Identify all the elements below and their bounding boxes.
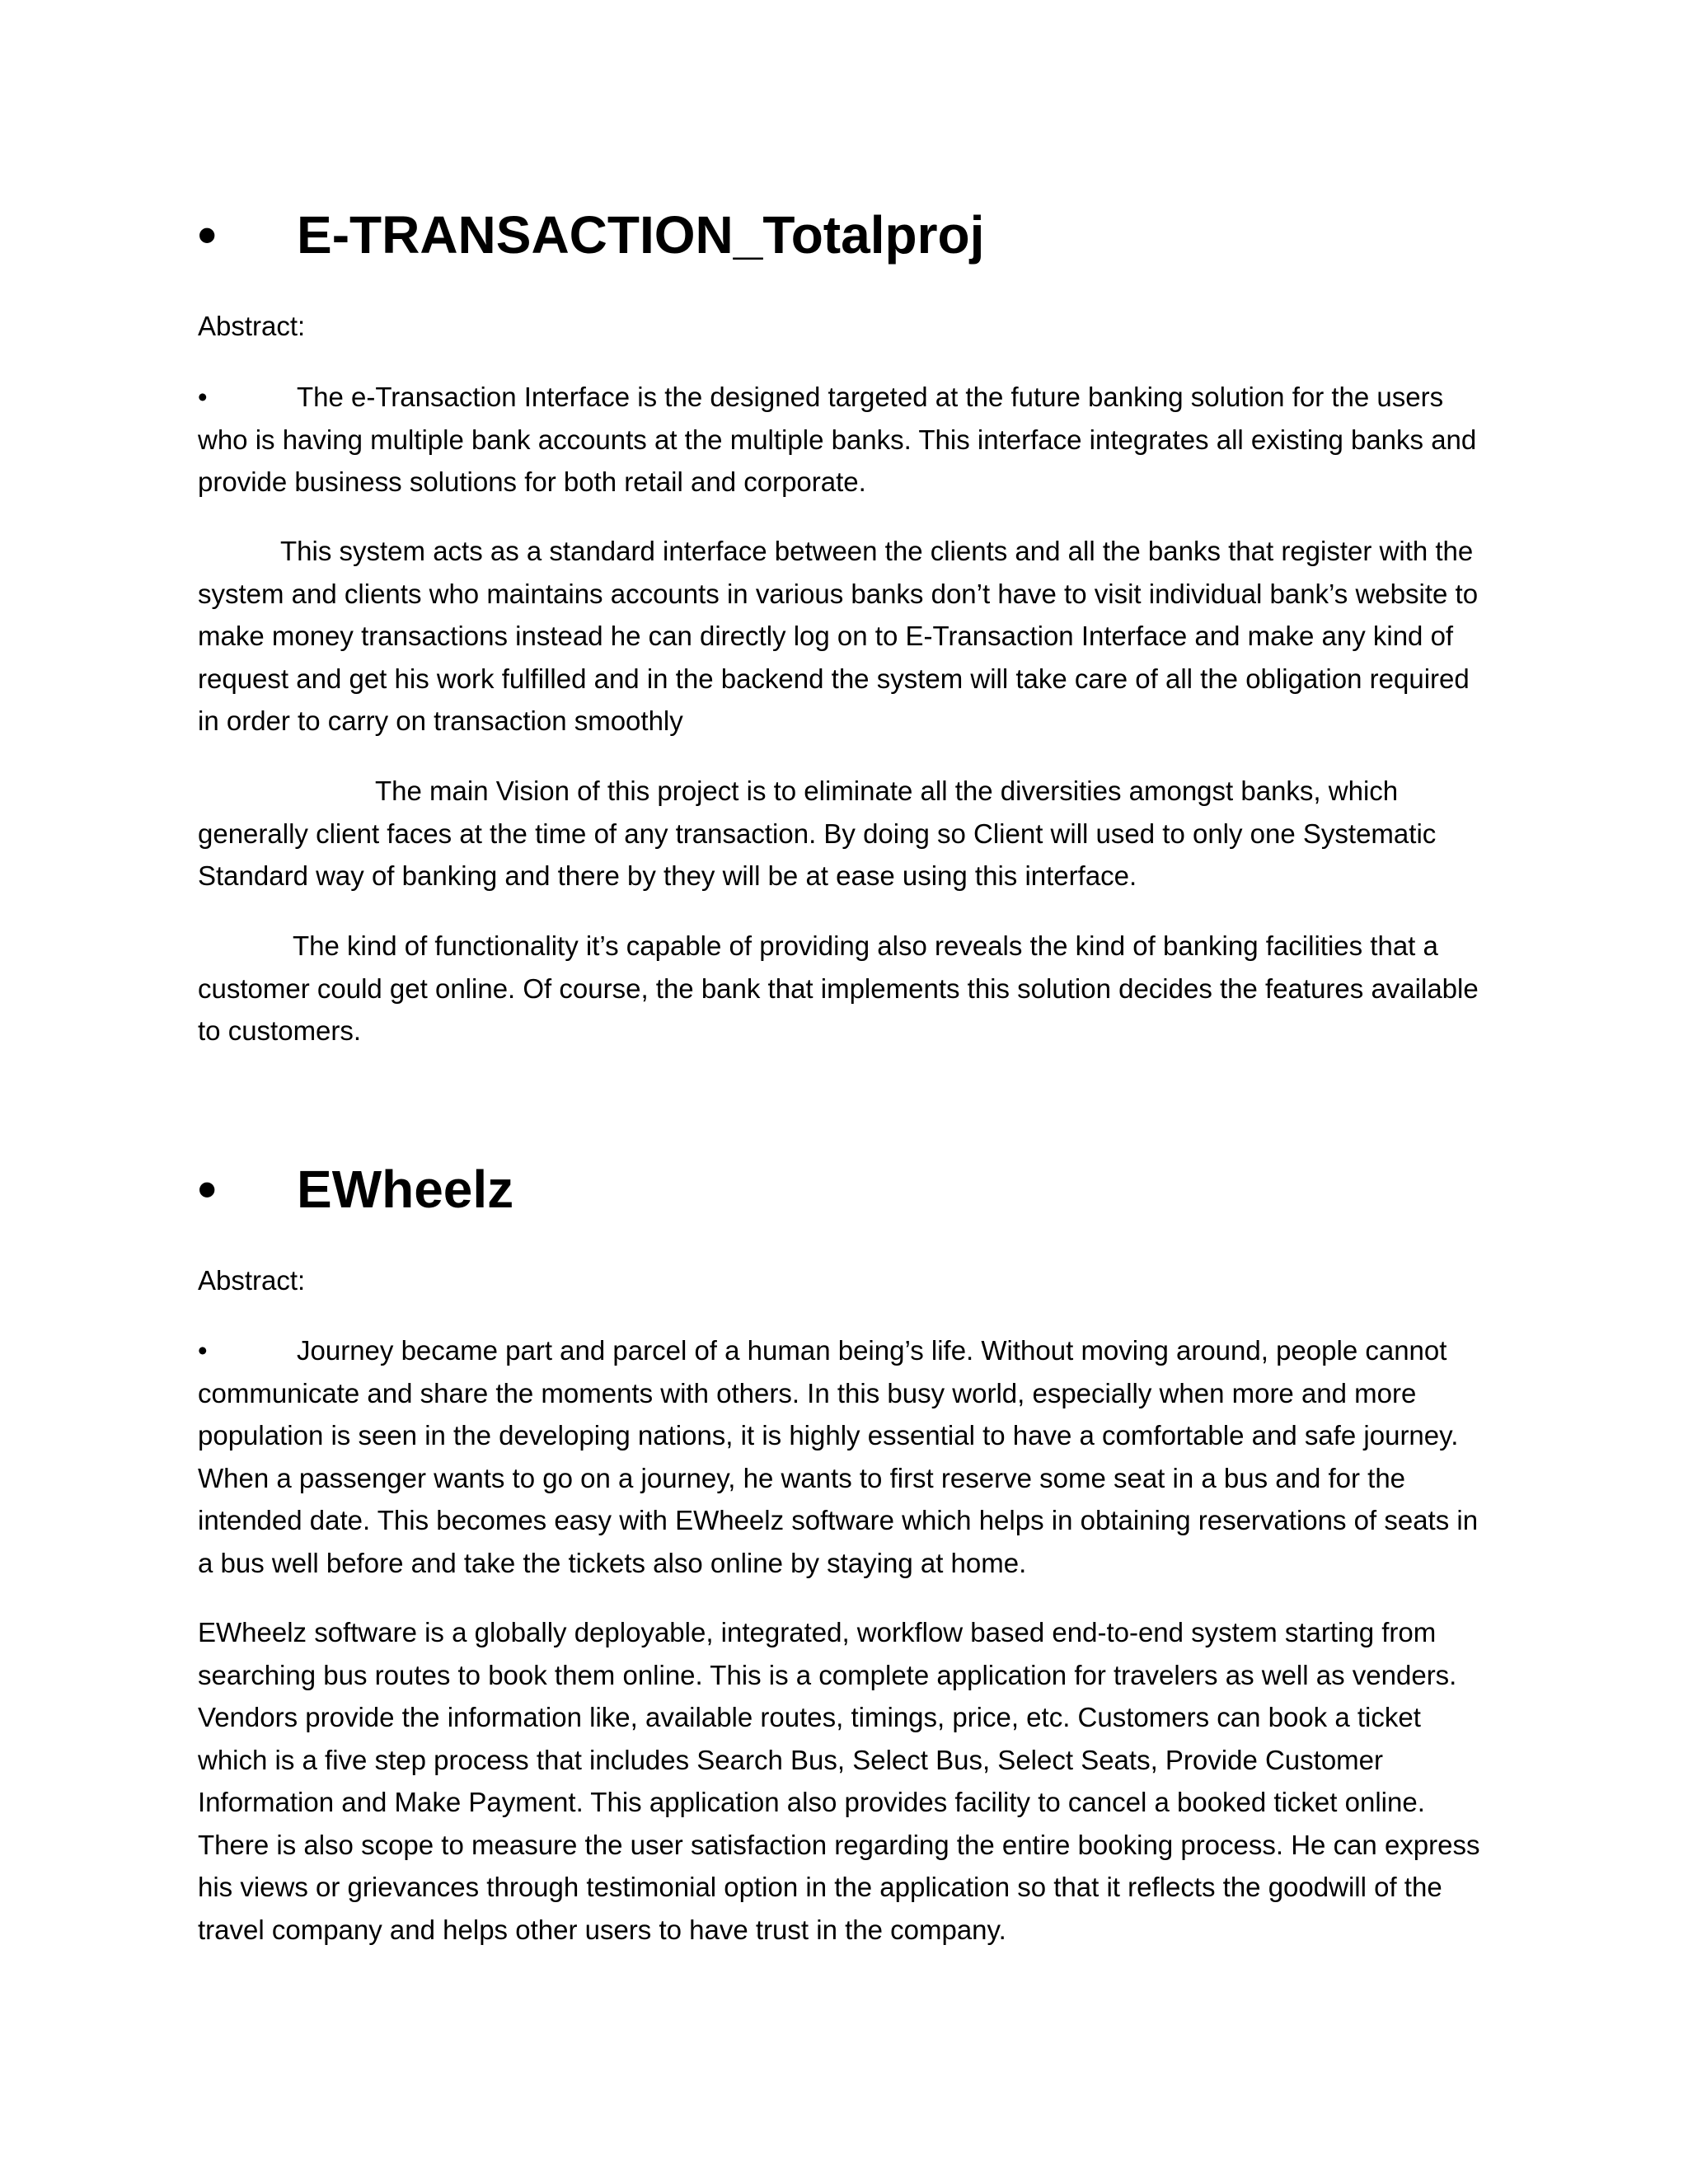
heading-bullet: •: [198, 205, 217, 265]
paragraph: EWheelz software is a globally deployable, integrated, workflow based end-to-end system starting from searching bus routes to book them online. This is a complete application for travelers as well as venders. Vendors provide the information like, available routes, timings, price, etc. Customers can book a ticket which is a five step process that includes Search Bus, Select Bus, Select Seats, Provide Customer Information and Make Payment. This application also provides facility to cancel a booked ticket online. There is also scope to measure the user satisfaction regarding the entire booking process. He can express his views or grievances through testimonial option in the application so that it reflects the goodwill of the travel company and helps other users to have trust in the company.: [198, 1617, 1480, 1945]
heading-title: E-TRANSACTION_Totalproj: [297, 205, 985, 265]
paragraph-bullet: •: [198, 1335, 208, 1366]
paragraph: This system acts as a standard interface between the clients and all the banks that register with the system and clients who maintains accounts in various banks don’t have to visit individual bank’s website to make money transactions instead he can directly log on to E-Transaction Interface and make any kind of request and get his work fulfilled and in the backend the system will take care of all the obligation required in order to carry on transaction smoothly: [198, 536, 1479, 736]
heading-bullet: •: [198, 1160, 217, 1219]
paragraph: [198, 1329, 1484, 1584]
section-heading-etransaction: [198, 198, 1517, 272]
paragraph-text: The e-Transaction Interface is the designed targeted at the future banking solution for the users who is having multiple bank accounts at the multiple banks. This interface integrates all existing banks and provide business solutions for both retail and corporate.: [198, 382, 1477, 497]
paragraph: [198, 376, 1484, 504]
paragraph: The kind of functionality it’s capable of providing also reveals the kind of banking facilities that a customer could get online. Of course, the bank that implements this solution decides the features available to customers.: [198, 930, 1479, 1046]
section-heading-ewheelz: [198, 1152, 1517, 1226]
abstract-label: Abstract:: [198, 311, 306, 341]
paragraph: The main Vision of this project is to eliminate all the diversities amongst banks, which generally client faces at the time of any transaction. By doing so Client will used to only one Systematic Standard way of banking and there by they will be at ease using this interface.: [198, 776, 1437, 891]
paragraph-text: Journey became part and parcel of a human being’s life. Without moving around, people cannot communicate and share the moments with others. In this busy world, especially when more and more population is seen in the developing nations, it is highly essential to have a comfortable and safe journey. When a passenger wants to go on a journey, he wants to first reserve some seat in a bus and for the intended date. This becomes easy with EWheelz software which helps in obtaining reservations of seats in a bus well before and take the tickets also online by staying at home.: [198, 1335, 1479, 1578]
abstract-label: Abstract:: [198, 1265, 306, 1296]
heading-title: EWheelz: [297, 1160, 514, 1219]
paragraph-bullet: •: [198, 382, 208, 412]
